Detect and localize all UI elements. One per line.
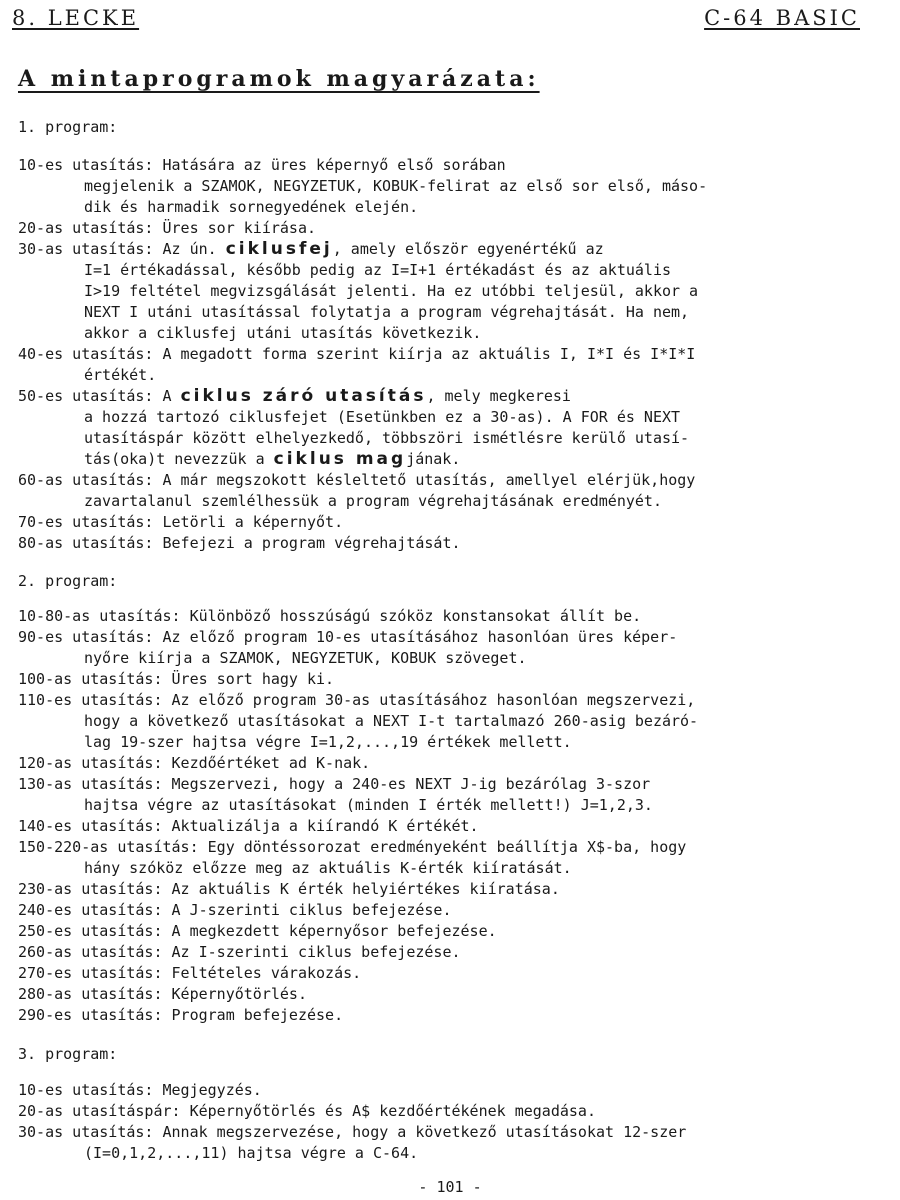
p2-entry-120: 120-as utasítás: Kezdőértéket ad K-nak. xyxy=(18,754,371,772)
p2-entry-90: 90-es utasítás: Az előző program 10-es utasításához hasonlóan üres képer- nyőre kiírja a SZAMOK, NEGYZETUK, KOBUK szöveget. xyxy=(18,628,678,667)
p2-entry-240: 240-es utasítás: A J-szerinti ciklus befejezése. xyxy=(18,901,452,919)
p2-entry-270: 270-es utasítás: Feltételes várakozás. xyxy=(18,964,362,982)
p1-entry-80: 80-as utasítás: Befejezi a program végrehajtását. xyxy=(18,534,461,552)
p1-entry-60: 60-as utasítás: A már megszokott késleltető utasítás, amellyel elérjük,hogy zavartalanul szemlélhessük a program végrehajtásának eredményét. xyxy=(18,471,696,510)
p2-entry-260: 260-as utasítás: Az I-szerinti ciklus befejezése. xyxy=(18,943,461,961)
ciklus-mag-term: ciklus mag xyxy=(273,449,407,469)
p3-entry-20: 20-as utasításpár: Képernyőtörlés és A$ kezdőértékének megadása. xyxy=(18,1102,596,1120)
p2-entry-10-80: 10-80-as utasítás: Különböző hosszúságú szóköz konstansokat állít be. xyxy=(18,607,642,625)
p2-entry-280: 280-as utasítás: Képernyőtörlés. xyxy=(18,985,307,1003)
p1-entry-70: 70-es utasítás: Letörli a képernyőt. xyxy=(18,513,344,531)
ciklus-zaro-term: ciklus záró utasítás xyxy=(180,386,427,406)
p2-entry-250: 250-es utasítás: A megkezdett képernyősor befejezése. xyxy=(18,922,497,940)
page-number: - 101 - xyxy=(418,1178,482,1196)
p1-entry-40: 40-es utasítás: A megadott forma szerint kiírja az aktuális I, I*I és I*I*I értékét. xyxy=(18,345,696,384)
p1-entry-20: 20-as utasítás: Üres sor kiírása. xyxy=(18,219,317,237)
book-header: C-64 BASIC xyxy=(704,6,860,30)
p3-entry-30: 30-as utasítás: Annak megszervezése, hogy a következő utasításokat 12-szer (I=0,1,2,...,11) hajtsa végre a C-64. xyxy=(18,1123,687,1162)
p2-entry-130: 130-as utasítás: Megszervezi, hogy a 240-es NEXT J-ig bezárólag 3-szor hajtsa végre az utasításokat (minden I érték mellett!) J=1,2,3. xyxy=(18,775,653,814)
ciklusfej-term: ciklusfej xyxy=(225,239,333,259)
program-1-heading: 1. program: xyxy=(18,118,118,136)
p2-entry-290: 290-es utasítás: Program befejezése. xyxy=(18,1006,344,1024)
lesson-header: 8. LECKE xyxy=(12,6,140,30)
program-3-heading: 3. program: xyxy=(18,1045,118,1063)
page-title: A mintaprogramok magyarázata: xyxy=(18,66,540,92)
p2-entry-140: 140-es utasítás: Aktualizálja a kiírandó K értékét. xyxy=(18,817,479,835)
p1-entry-50: 50-es utasítás: A ciklus záró utasítás, mely megkeresi a hozzá tartozó ciklusfejet (Esetünkben ez a 30-as). A FOR és NEXT utasításpár között elhelyezkedő, többszöri ismétlésre kerülő utasí- tás(oka)t nevezzük a ciklus magjának. xyxy=(18,386,690,469)
p2-entry-110: 110-es utasítás: Az előző program 30-as utasításához hasonlóan megszervezi, hogy a következő utasításokat a NEXT I-t tartalmazó 260-asig bezáró- lag 19-szer hajtsa végre I=1,2,...,19 értékek mellett. xyxy=(18,691,699,751)
p2-entry-230: 230-as utasítás: Az aktuális K érték helyiértékes kiíratása. xyxy=(18,880,560,898)
p3-entry-10: 10-es utasítás: Megjegyzés. xyxy=(18,1081,262,1099)
p1-entry-10: 10-es utasítás: Hatására az üres képernyő első sorában megjelenik a SZAMOK, NEGYZETUK, KOBUK-felirat az első sor első, máso- dik és harmadik sornegyedének elején. xyxy=(18,156,708,216)
p2-entry-100: 100-as utasítás: Üres sort hagy ki. xyxy=(18,670,335,688)
p2-entry-150-220: 150-220-as utasítás: Egy döntéssorozat eredményeként beállítja X$-ba, hogy hány szóköz előzze meg az aktuális K-érték kiíratását. xyxy=(18,838,687,877)
p1-entry-30: 30-as utasítás: Az ún. ciklusfej, amely először egyenértékű az I=1 értékadással, később pedig az I=I+1 értékadást és az aktuális I>19 feltétel megvizsgálását jelenti. Ha ez utóbbi teljesül, akkor a NEXT I utáni utasítással folytatja a program végrehajtását. Ha nem, akkor a ciklusfej utáni utasítás következik. xyxy=(18,239,699,342)
program-2-heading: 2. program: xyxy=(18,572,118,590)
